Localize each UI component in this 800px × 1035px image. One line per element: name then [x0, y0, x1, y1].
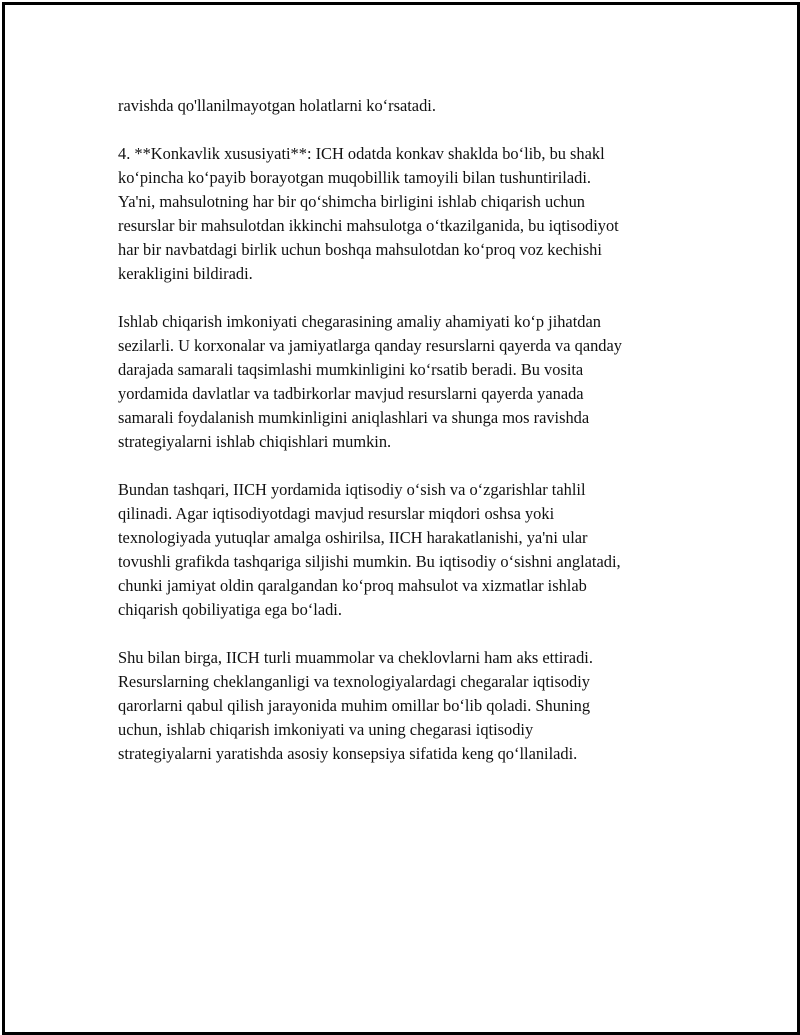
text-line: kerakligini bildiradi.	[118, 264, 253, 283]
paragraph-4	[118, 478, 698, 622]
text-line: ravishda qo'llanilmayotgan holatlarni ko‘rsatadi.	[118, 96, 436, 115]
text-line: chunki jamiyat oldin qaralgandan ko‘proq mahsulot va xizmatlar ishlab	[118, 576, 587, 595]
text-line: strategiyalarni ishlab chiqishlari mumkin.	[118, 432, 392, 451]
text-line: texnologiyada yutuqlar amalga oshirilsa, IICH harakatlanishi, ya'ni ular	[118, 528, 588, 547]
text-line: 4. **Konkavlik xususiyati**: ICH odatda konkav shaklda bo‘lib, bu shakl	[118, 144, 605, 163]
text-line: samarali foydalanish mumkinligini aniqlashlari va shunga mos ravishda	[118, 408, 590, 427]
text-line: har bir navbatdagi birlik uchun boshqa mahsulotdan ko‘proq voz kechishi	[118, 240, 602, 259]
paragraph-1	[118, 94, 698, 118]
text-line: Shu bilan birga, IICH turli muammolar va cheklovlarni ham aks ettiradi.	[118, 648, 593, 667]
text-line: strategiyalarni yaratishda asosiy konsepsiya sifatida keng qo‘llaniladi.	[118, 744, 578, 763]
document-body	[118, 94, 698, 790]
text-line: yordamida davlatlar va tadbirkorlar mavjud resurslarni qayerda yanada	[118, 384, 584, 403]
text-line: resurslar bir mahsulotdan ikkinchi mahsulotga o‘tkazilganida, bu iqtisodiyot	[118, 216, 619, 235]
text-line: tovushli grafikda tashqariga siljishi mumkin. Bu iqtisodiy o‘sishni anglatadi,	[118, 552, 621, 571]
page-border	[2, 2, 800, 1035]
text-line: ko‘pincha ko‘payib borayotgan muqobillik tamoyili bilan tushuntiriladi.	[118, 168, 591, 187]
text-line: uchun, ishlab chiqarish imkoniyati va uning chegarasi iqtisodiy	[118, 720, 534, 739]
text-line: qilinadi. Agar iqtisodiyotdagi mavjud resurslar miqdori oshsa yoki	[118, 504, 555, 523]
paragraph-2	[118, 142, 698, 286]
paragraph-5	[118, 646, 698, 766]
text-line: sezilarli. U korxonalar va jamiyatlarga qanday resurslarni qayerda va qanday	[118, 336, 622, 355]
text-line: Bundan tashqari, IICH yordamida iqtisodiy o‘sish va o‘zgarishlar tahlil	[118, 480, 586, 499]
text-line: qarorlarni qabul qilish jarayonida muhim omillar bo‘lib qoladi. Shuning	[118, 696, 591, 715]
text-line: Ya'ni, mahsulotning har bir qo‘shimcha birligini ishlab chiqarish uchun	[118, 192, 585, 211]
text-line: Ishlab chiqarish imkoniyati chegarasining amaliy ahamiyati ko‘p jihatdan	[118, 312, 601, 331]
paragraph-3	[118, 310, 698, 454]
text-line: Resurslarning cheklanganligi va texnologiyalardagi chegaralar iqtisodiy	[118, 672, 590, 691]
text-line: darajada samarali taqsimlashi mumkinligini ko‘rsatib beradi. Bu vosita	[118, 360, 584, 379]
text-line: chiqarish qobiliyatiga ega bo‘ladi.	[118, 600, 342, 619]
